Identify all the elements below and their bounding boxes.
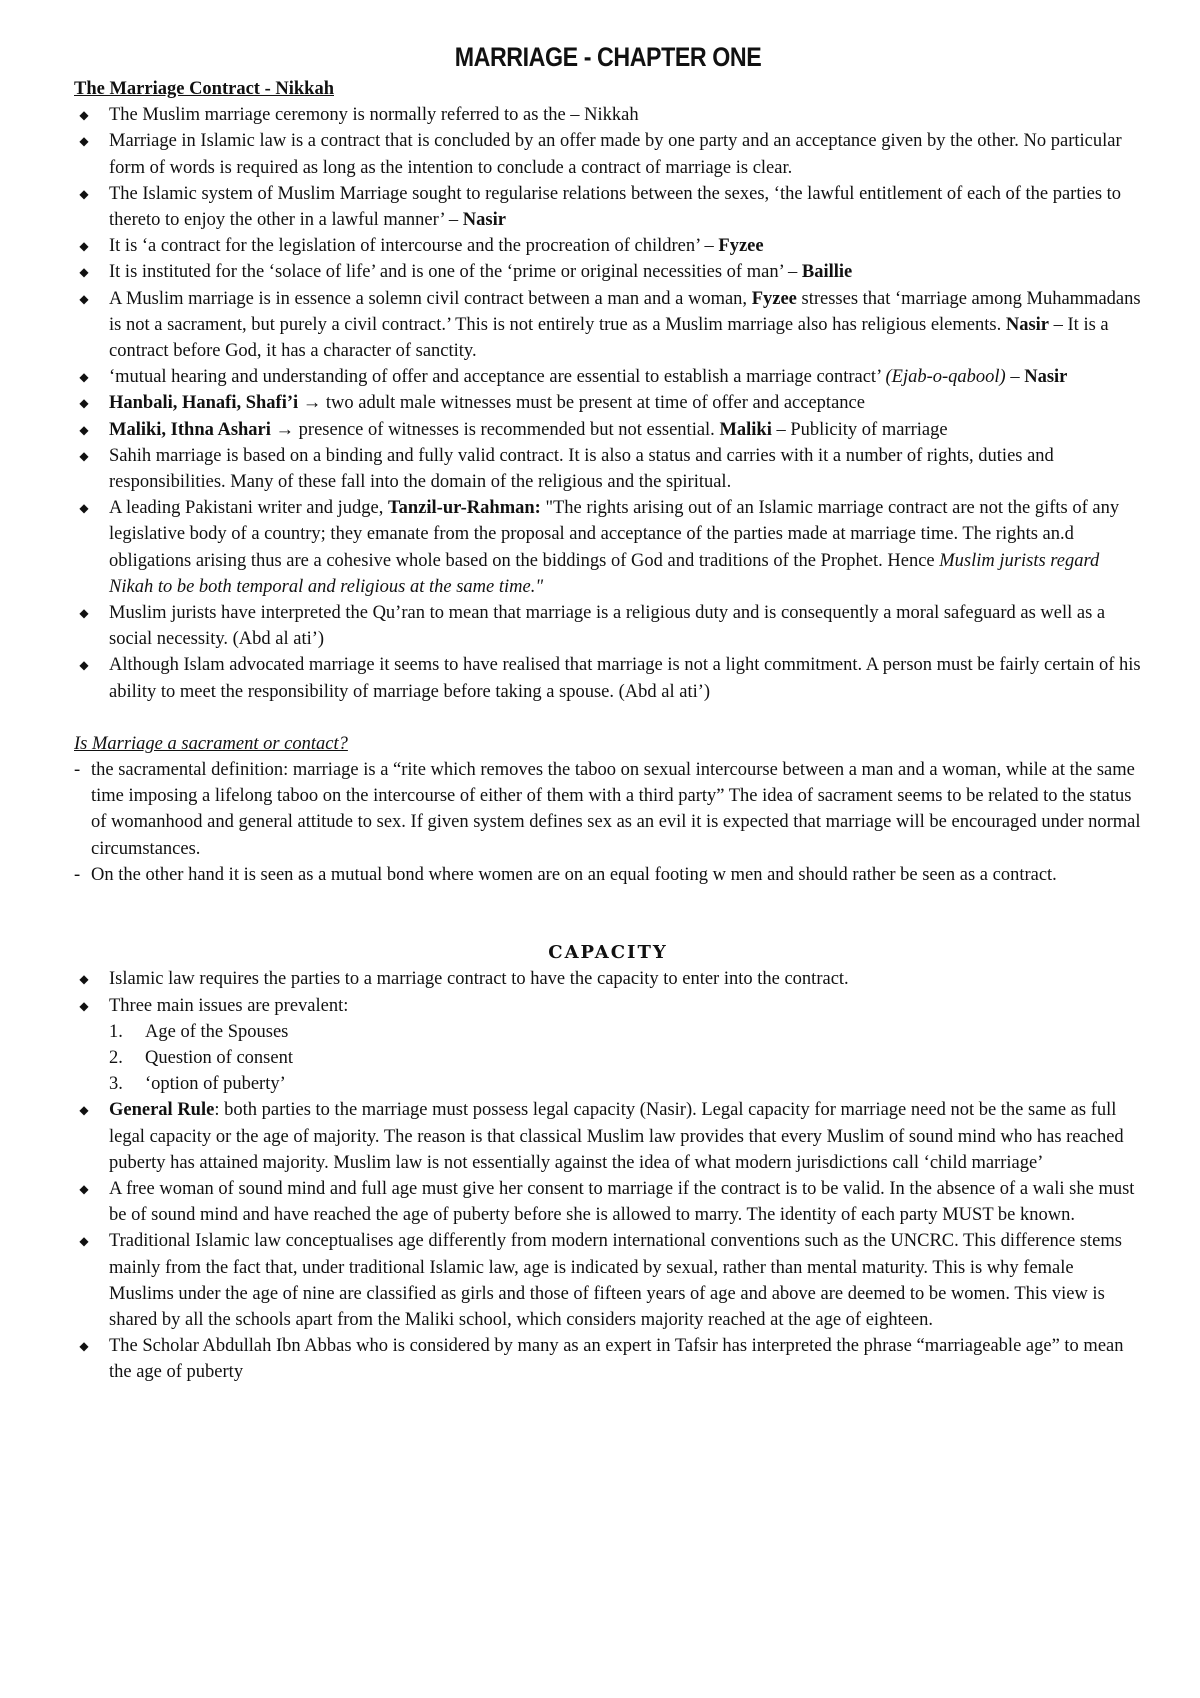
- bullet-text: [109, 655, 1141, 701]
- diamond-bullet-icon: ◆: [79, 108, 89, 123]
- bullet-item: [74, 1228, 1142, 1333]
- diamond-bullet-icon: ◆: [79, 1339, 89, 1354]
- section2-dash-list: [74, 757, 1142, 888]
- text-run: "The rights arising out of an Islamic marriage contract are not the gifts of any legislative body of a country; they emanate from the proposal and acceptance of the parties made at marriage time. The rights an.d obligations arising thus are a cohesive whole based on the biddings of God and traditions of the Prophet. Hence: [109, 498, 1120, 571]
- bullet-text: [109, 184, 1121, 230]
- bullet-text: [109, 289, 1141, 361]
- diamond-bullet-icon: ◆: [79, 998, 89, 1013]
- section-heading-capacity: CAPACITY: [548, 942, 668, 964]
- text-run: Muslim jurists have interpreted the Qu’ran to mean that marriage is a religious duty and is consequently a moral safeguard as well as a social necessity. (Abd al ati’): [109, 603, 1106, 650]
- text-run: → two adult male witnesses must be present at time of offer and acceptance: [298, 393, 865, 414]
- text-run: stresses that ‘marriage among Muhammadans is not a sacrament, but purely a civil contract.’ This is not entirely true as a Muslim marriage also has religious elements.: [109, 288, 1141, 335]
- bullet-text: [109, 498, 1119, 597]
- bullet-item: [74, 128, 1142, 180]
- text-run: Sahih marriage is based on a binding and fully valid contract. It is also a status and carries with it a number of rights, duties and responsibilities. Many of these fall into the domain of the religious and the spiritual.: [109, 445, 1054, 493]
- item-number: 1.: [109, 1021, 123, 1042]
- spacer: [74, 888, 1142, 940]
- dash-bullet-icon: -: [74, 760, 81, 781]
- text-run: A leading Pakistani writer and judge,: [109, 498, 388, 519]
- diamond-bullet-icon: ◆: [79, 1181, 89, 1196]
- bullet-text: [109, 446, 1054, 492]
- bold-text: Tanzil-ur-Rahman:: [387, 498, 541, 519]
- text-run: → presence of witnesses is recommended but not essential.: [270, 419, 720, 440]
- bullet-text: [109, 367, 1067, 387]
- bullet-text: [109, 105, 639, 125]
- bold-text: Baillie: [801, 262, 853, 283]
- numbered-item: [109, 1045, 1142, 1071]
- item-number: 3.: [109, 1074, 123, 1095]
- text-run: – Publicity of marriage: [771, 419, 948, 440]
- section3-bullet-list-a: [74, 966, 1142, 1018]
- dash-item: [74, 862, 1142, 888]
- bullet-text: [109, 131, 1122, 177]
- numbered-text: Age of the Spouses: [145, 1021, 289, 1042]
- section-heading-marriage-contract: The Marriage Contract - Nikkah: [74, 79, 334, 99]
- bullet-item: [74, 966, 1142, 992]
- diamond-bullet-icon: ◆: [79, 448, 89, 463]
- bullet-item: [74, 286, 1142, 365]
- diamond-bullet-icon: ◆: [79, 606, 89, 621]
- bullet-item: [74, 233, 1142, 259]
- bold-text: General Rule: [109, 1100, 215, 1121]
- bold-text: Nasir: [1024, 367, 1068, 388]
- section3-bullet-list-b: [74, 1097, 1142, 1385]
- item-number: 2.: [109, 1047, 123, 1068]
- bullet-item: [74, 364, 1142, 390]
- text-run: Marriage in Islamic law is a contract that is concluded by an offer made by one party and an acceptance given by the other. No particular form of words is required as long as the intention to conclude a contract of marriage is clear.: [109, 131, 1122, 178]
- text-run: –: [1005, 367, 1025, 388]
- bullet-text: [109, 262, 852, 282]
- bullet-item: [74, 417, 1142, 443]
- dash-text: On the other hand it is seen as a mutual bond where women are on an equal footing w men and should rather be seen as a contract.: [91, 864, 1057, 885]
- text-run: Traditional Islamic law conceptualises age differently from modern international conventions such as the UNCRC. This difference stems mainly from the fact that, under traditional Islamic law, age is indicated by sexual, rather than mental maturity. This is why female Muslims under the age of nine are classified as girls and those of fifteen years of age and above are deemed to be women. This view is shared by all the schools apart from the Maliki school, which considers majority reached at the age of eighteen.: [109, 1231, 1122, 1330]
- diamond-bullet-icon: ◆: [79, 186, 89, 201]
- page-title: MARRIAGE - CHAPTER ONE: [454, 42, 762, 72]
- diamond-bullet-icon: ◆: [79, 501, 89, 516]
- text-run: It is ‘a contract for the legislation of intercourse and the procreation of children’ –: [109, 236, 719, 257]
- text-run: The Muslim marriage ceremony is normally referred to as the – Nikkah: [109, 105, 639, 126]
- italic-text: (Ejab-o-qabool): [885, 367, 1006, 388]
- bold-text: Hanbali, Hanafi, Shafi’i: [109, 393, 299, 414]
- bullet-item: [74, 102, 1142, 128]
- diamond-bullet-icon: ◆: [79, 265, 89, 280]
- bullet-item: [74, 1097, 1142, 1176]
- bullet-item: [74, 181, 1142, 233]
- diamond-bullet-icon: ◆: [79, 396, 89, 411]
- bullet-text: [109, 1100, 1124, 1172]
- bullet-text: [109, 996, 348, 1016]
- bullet-item: [74, 495, 1142, 600]
- text-run: The Islamic system of Muslim Marriage sought to regularise relations between the sexes, ‘the lawful entitlement of each of the parties to thereto to enjoy the other in a lawful manner’ –: [109, 183, 1122, 231]
- section-heading-sacrament: Is Marriage a sacrament or contact?: [74, 733, 348, 754]
- diamond-bullet-icon: ◆: [79, 239, 89, 254]
- bold-text: Fyzee: [751, 288, 797, 309]
- text-run: A free woman of sound mind and full age must give her consent to marriage if the contract is to be valid. In the absence of a wali she must be of sound mind and have reached the age of puberty before she is allowed to marry. The identity of each party MUST be known.: [109, 1178, 1135, 1226]
- bullet-item: [74, 600, 1142, 652]
- numbered-item: [109, 1019, 1142, 1045]
- bold-text: Nasir: [1005, 314, 1050, 335]
- bullet-text: [109, 969, 849, 989]
- bullet-text: [109, 1179, 1134, 1225]
- diamond-bullet-icon: ◆: [79, 291, 89, 306]
- dash-bullet-icon: -: [74, 864, 81, 885]
- spacer: [74, 705, 1142, 731]
- bullet-item: [74, 652, 1142, 704]
- bullet-text: [109, 1336, 1124, 1382]
- section3-numbered-list: [74, 1019, 1142, 1098]
- dash-item: [74, 757, 1142, 862]
- dash-text: the sacramental definition: marriage is a “rite which removes the taboo on sexual intercourse between a man and a woman, while at the same time imposing a lifelong taboo on the intercourse of either of them with a third party” The idea of sacrament seems to be related to the status of womanhood and general attitude to sex. If given system defines sex as an evil it is expected that marriage will be encouraged under normal circumstances.: [91, 760, 1141, 859]
- bold-text: Maliki: [719, 419, 772, 440]
- document-page: [74, 40, 1142, 1386]
- diamond-bullet-icon: ◆: [79, 134, 89, 149]
- text-run: Three main issues are prevalent:: [109, 995, 349, 1016]
- bullet-text: [109, 603, 1105, 649]
- numbered-item: [109, 1071, 1142, 1097]
- bullet-text: [109, 393, 865, 413]
- text-run: A Muslim marriage is in essence a solemn civil contract between a man and a woman,: [109, 288, 752, 309]
- text-run: Although Islam advocated marriage it seems to have realised that marriage is not a light commitment. A person must be fairly certain of his ability to meet the responsibility of marriage before taking a spouse. (Abd al ati’): [109, 655, 1141, 702]
- bullet-text: [109, 420, 948, 440]
- text-run: : both parties to the marriage must possess legal capacity (Nasir). Legal capacity for marriage need not be the same as full legal capacity or the age of majority. The reason is that classical Muslim law provides that every Muslim of sound mind who has reached puberty has attained majority. Muslim law is not essentially against the idea of what modern jurisdictions call ‘child marriage’: [109, 1100, 1124, 1173]
- text-run: It is instituted for the ‘solace of life’ and is one of the ‘prime or original necessities of man’ –: [109, 262, 802, 283]
- bullet-text: [109, 1231, 1122, 1330]
- bold-text: Fyzee: [718, 236, 764, 257]
- diamond-bullet-icon: ◆: [79, 1103, 89, 1118]
- diamond-bullet-icon: ◆: [79, 370, 89, 385]
- bullet-item: [74, 259, 1142, 285]
- italic-text: Muslim jurists regard Nikah to be both temporal and religious at the same time.": [109, 550, 1100, 597]
- bullet-item: [74, 1333, 1142, 1385]
- diamond-bullet-icon: ◆: [79, 972, 89, 987]
- bullet-item: [74, 1176, 1142, 1228]
- text-run: The Scholar Abdullah Ibn Abbas who is considered by many as an expert in Tafsir has interpreted the phrase “marriageable age” to mean the age of puberty: [109, 1336, 1124, 1383]
- bullet-item: [74, 390, 1142, 416]
- numbered-text: ‘option of puberty’: [145, 1074, 286, 1095]
- bullet-item: [74, 443, 1142, 495]
- diamond-bullet-icon: ◆: [79, 1234, 89, 1249]
- bullet-text: [109, 236, 764, 256]
- numbered-text: Question of consent: [145, 1047, 293, 1068]
- bold-text: Nasir: [462, 210, 506, 231]
- bold-text: Maliki, Ithna Ashari: [109, 419, 271, 440]
- diamond-bullet-icon: ◆: [79, 422, 89, 437]
- section1-bullet-list: [74, 102, 1142, 705]
- text-run: Islamic law requires the parties to a marriage contract to have the capacity to enter into the contract.: [109, 969, 849, 990]
- text-run: – It is a contract before God, it has a character of sanctity.: [109, 314, 1109, 362]
- diamond-bullet-icon: ◆: [79, 658, 89, 673]
- bullet-item: [74, 993, 1142, 1019]
- text-run: ‘mutual hearing and understanding of offer and acceptance are essential to establish a marriage contract’: [109, 367, 886, 388]
